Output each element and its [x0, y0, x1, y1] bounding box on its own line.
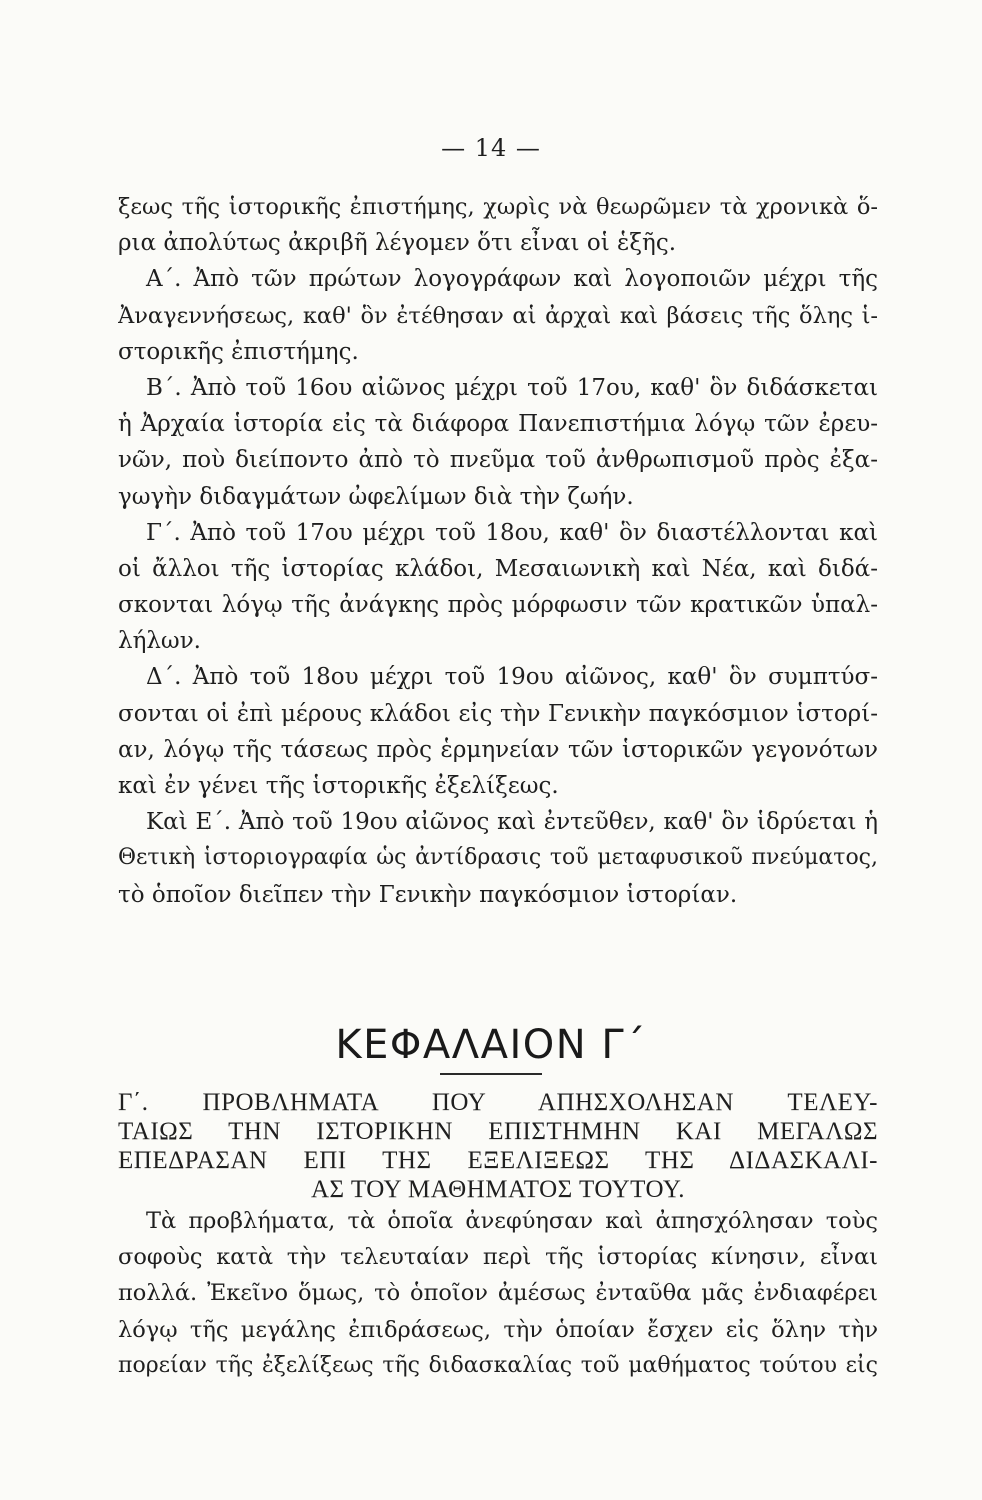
text-line: ρια ἀπολύτως ἀκριβῆ λέγομεν ὅτι εἶναι οἱ ἑξῆς. [118, 230, 677, 257]
section-title-line: ΤΑΙΩΣ ΤΗΝ ΙΣΤΟΡΙΚΗΝ ΕΠΙΣΤΗΜΗΝ ΚΑΙ ΜΕΓΑΛΩΣ [118, 1118, 878, 1145]
text-line: σκονται λόγῳ τῆς ἀνάγκης πρὸς μόρφωσιν τῶν κρατικῶν ὑπαλ- [118, 592, 878, 619]
text-line: Γ΄. Ἀπὸ τοῦ 17ου μέχρι τοῦ 18ου, καθ' ὃν διαστέλλονται καὶ [146, 519, 878, 546]
section-title-line: ΑΣ ΤΟΥ ΜΑΘΗΜΑΤΟΣ ΤΟΥΤΟΥ. [310, 1176, 686, 1203]
text-line: πορείαν τῆς ἐξελίξεως τῆς διδασκαλίας τοῦ μαθήματος τούτου εἰς [118, 1352, 878, 1378]
text-line: σοφοὺς κατὰ τὴν τελευταίαν περὶ τῆς ἱστορίας κίνησιν, εἶναι [118, 1244, 878, 1271]
text-line: λόγῳ τῆς μεγάλης ἐπιδράσεως, τὴν ὁποίαν ἔσχεν εἰς ὅλην τὴν [118, 1316, 878, 1343]
text-line: γωγὴν διδαγμάτων ὠφελίμων διὰ τὴν ζωήν. [118, 483, 634, 510]
section-title [118, 1088, 878, 1204]
top-text-block [118, 189, 878, 913]
text-line: λήλων. [118, 628, 201, 655]
text-line: Ἀναγεννήσεως, καθ' ὃν ἐτέθησαν αἱ ἀρχαὶ καὶ βάσεις τῆς ὅλης ἱ- [118, 302, 878, 329]
text-line: ἡ Ἀρχαία ἱστορία εἰς τὰ διάφορα Πανεπιστήμια λόγῳ τῶν ἐρευ- [118, 411, 878, 438]
bottom-text-block [118, 1203, 878, 1384]
text-line: στορικῆς ἐπιστήμης. [118, 338, 359, 365]
page-number: — 14 — [441, 134, 541, 162]
text-line: Τὰ προβλήματα, τὰ ὁποῖα ἀνεφύησαν καὶ ἀπησχόλησαν τοὺς [146, 1208, 878, 1234]
text-line: αν, λόγῳ τῆς τάσεως πρὸς ἑρμηνείαν τῶν ἱστορικῶν γεγονότων [118, 736, 878, 763]
text-line: Θετικὴ ἱστοριογραφία ὡς ἀντίδρασις τοῦ μεταφυσικοῦ πνεύματος, [118, 845, 878, 871]
text-line: Καὶ Ε΄. Ἀπὸ τοῦ 19ου αἰῶνος καὶ ἐντεῦθεν, καθ' ὃν ἱδρύεται ἡ [146, 809, 878, 836]
chapter-heading: ΚΕΦΑΛΑΙΟΝ Γ΄ [335, 1022, 647, 1068]
text-line: καὶ ἐν γένει τῆς ἱστορικῆς ἐξελίξεως. [118, 773, 559, 799]
text-line: νῶν, ποὺ διείποντο ἀπὸ τὸ πνεῦμα τοῦ ἀνθρωπισμοῦ πρὸς ἐξα- [118, 447, 878, 474]
text-line: ξεως τῆς ἱστορικῆς ἐπιστήμης, χωρὶς νὰ θεωρῶμεν τὰ χρονικὰ ὅ- [118, 194, 878, 220]
chapter-divider [440, 1073, 542, 1075]
text-line: σονται οἱ ἐπὶ μέρους κλάδοι εἰς τὴν Γενικὴν παγκόσμιον ἱστορί- [118, 700, 878, 727]
text-line: Α΄. Ἀπὸ τῶν πρώτων λογογράφων καὶ λογοποιῶν μέχρι τῆς [146, 266, 878, 293]
text-line: Δ΄. Ἀπὸ τοῦ 18ου μέχρι τοῦ 19ου αἰῶνος, καθ' ὃν συμπτύσ- [146, 664, 878, 691]
section-title-line: Γ΄. ΠΡΟΒΛΗΜΑΤΑ ΠΟΥ ΑΠΗΣΧΟΛΗΣΑΝ ΤΕΛΕΥ- [118, 1089, 878, 1116]
text-line: οἱ ἄλλοι τῆς ἱστορίας κλάδοι, Μεσαιωνικὴ καὶ Νέα, καὶ διδά- [118, 555, 878, 582]
section-title-line: ΕΠΕΔΡΑΣΑΝ ΕΠΙ ΤΗΣ ΕΞΕΛΙΞΕΩΣ ΤΗΣ ΔΙΔΑΣΚΑΛΙ- [118, 1147, 878, 1174]
text-line: πολλά. Ἐκεῖνο ὅμως, τὸ ὁποῖον ἀμέσως ἐνταῦθα μᾶς ἐνδιαφέρει [118, 1280, 878, 1307]
text-line: Β΄. Ἀπὸ τοῦ 16ου αἰῶνος μέχρι τοῦ 17ου, καθ' ὃν διδάσκεται [146, 374, 878, 401]
text-line: τὸ ὁποῖον διεῖπεν τὴν Γενικὴν παγκόσμιον ἱστορίαν. [118, 881, 738, 908]
